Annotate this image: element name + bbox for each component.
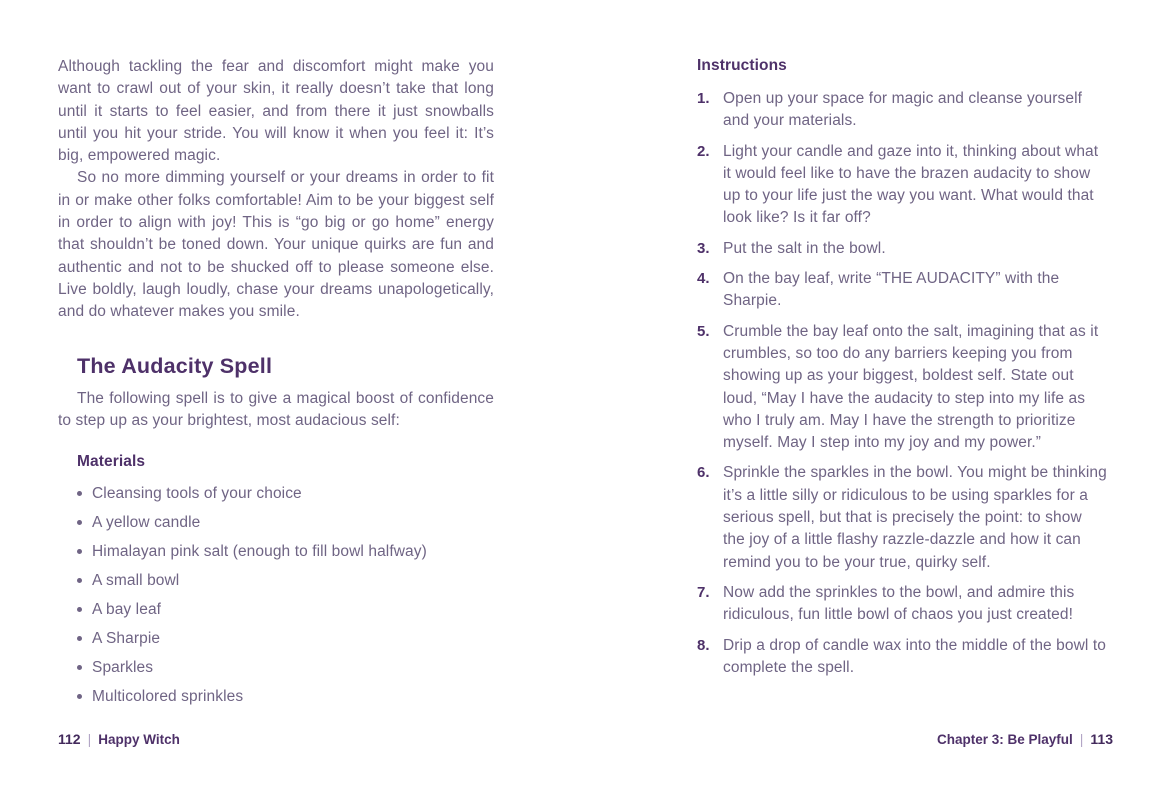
instruction-step [697,88,1107,133]
instruction-step [697,635,1107,680]
bullet-icon [77,636,82,641]
list-item [77,566,494,595]
list-item-label: A Sharpie [92,630,161,648]
materials-list [77,479,494,711]
materials-heading: Materials [77,453,146,471]
step-text: Sprinkle the sparkles in the bowl. You might be thinking it’s a little silly or ridiculous to be using sparkles for a serious spell, but that is precisely the point: to show the joy of a little flashy razzle-dazzle and how it can remind you to be your true, quirky self. [723,464,1107,571]
list-item [77,682,494,711]
book-title: Happy Witch [98,732,180,747]
bullet-icon [77,549,82,554]
bullet-icon [77,520,82,525]
step-number: 5. [697,322,710,340]
step-text: Drip a drop of candle wax into the middle of the bowl to complete the spell. [723,636,1106,676]
step-text: Crumble the bay leaf onto the salt, imagining that as it crumbles, so too do any barriers keeping you from showing up as your biggest, boldest self. State out loud, “May I have the audacity to step into my life as who I truly am. May I have the strength to prioritize myself. May I step into my joy and my power.” [723,322,1099,452]
list-item-label: Himalayan pink salt (enough to fill bowl halfway) [92,543,427,561]
bullet-icon [77,607,82,612]
step-number: 1. [697,90,710,107]
section-intro: The following spell is to give a magical boost of confidence to step up as your brightest, most audacious self: [58,389,494,429]
list-item [77,508,494,537]
list-item [77,595,494,624]
list-item [77,479,494,508]
instruction-step [697,268,1107,313]
instructions-heading: Instructions [697,57,787,74]
list-item [77,537,494,566]
instruction-step [697,582,1107,627]
bullet-icon [77,694,82,699]
list-item [77,653,494,682]
step-text: Put the salt in the bowl. [723,239,886,257]
step-text: On the bay leaf, write “THE AUDACITY” with the Sharpie. [723,270,1060,310]
step-number: 7. [697,583,710,601]
step-number: 6. [697,464,710,482]
chapter-label: Chapter 3: Be Playful [936,732,1073,747]
list-item-label: Cleansing tools of your choice [92,485,302,503]
instruction-step [697,238,1107,260]
left-page-footer [58,731,180,747]
step-number: 3. [697,239,710,257]
instruction-step [697,141,1107,230]
instruction-step [697,321,1107,455]
step-number: 4. [697,270,710,288]
section-title: The Audacity Spell [77,353,273,378]
list-item-label: A yellow candle [92,514,201,532]
list-item-label: A bay leaf [92,601,162,619]
page-number: 112 [58,731,81,747]
step-text: Now add the sprinkles to the bowl, and admire this ridiculous, fun little bowl of chaos you just created! [723,583,1075,624]
paragraph: Although tackling the fear and discomfort might make you want to crawl out of your skin, it really doesn’t take that long until it starts to feel easier, and from there it just snowballs until you hit your stride. You will know it when you feel it: It’s big, empowered magic. [58,58,494,165]
left-page [58,56,494,711]
bullet-icon [77,491,82,496]
footer-divider: | [87,731,92,747]
right-page-footer [937,731,1113,747]
footer-divider: | [1079,731,1084,747]
paragraph: So no more dimming yourself or your dreams in order to fit in or make other folks comfortable! Aim to be your biggest self in order to align with joy! This is “go big or go home” energy that shouldn’t be toned down. Your unique quirks are fun and authentic and not to be shucked off to please someone else. Live boldly, laugh loudly, chase your dreams unapologetically, and do whatever makes you smile. [58,169,494,321]
instruction-step [697,462,1107,573]
step-number: 8. [697,636,710,654]
step-text: Open up your space for magic and cleanse yourself and your materials. [723,90,1083,130]
step-text: Light your candle and gaze into it, thinking about what it would feel like to have the brazen audacity to show up to your life just the way you want. What would that look like? Is it far off? [723,142,1099,227]
bullet-icon [77,665,82,670]
list-item-label: A small bowl [92,572,180,590]
right-page [697,57,1107,687]
list-item-label: Sparkles [92,659,154,677]
page-number: 113 [1090,731,1113,747]
list-item [77,624,494,653]
step-number: 2. [697,142,710,160]
list-item-label: Multicolored sprinkles [92,688,244,706]
bullet-icon [77,578,82,583]
